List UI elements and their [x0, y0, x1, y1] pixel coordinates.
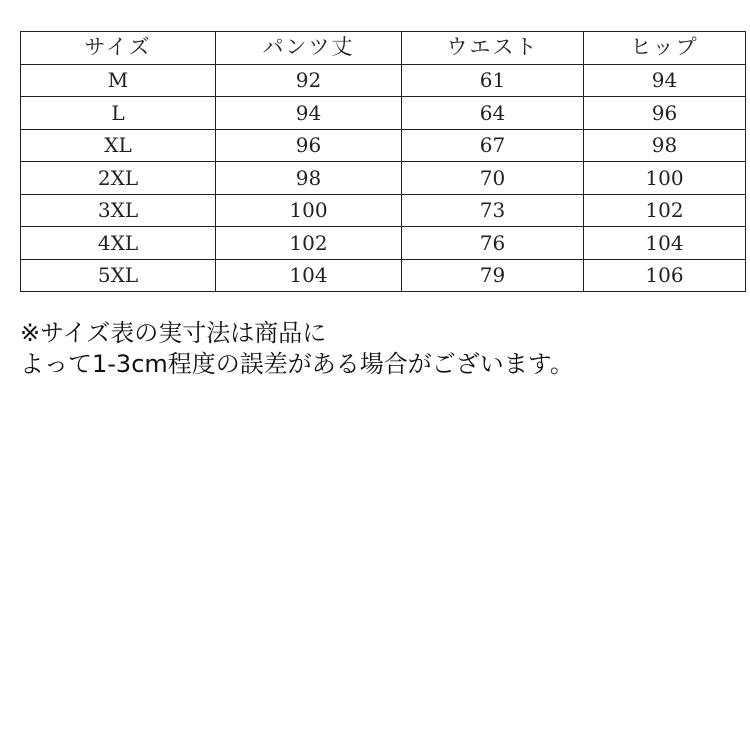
cell-size: L	[21, 97, 216, 130]
cell-hip: 94	[584, 64, 746, 97]
header-size: サイズ	[21, 32, 216, 65]
cell-size: 3XL	[21, 194, 216, 227]
cell-hip: 100	[584, 162, 746, 195]
cell-pants-length: 100	[216, 194, 402, 227]
cell-waist: 61	[402, 64, 584, 97]
table-row	[21, 64, 746, 97]
table-row	[21, 162, 746, 195]
cell-pants-length: 96	[216, 129, 402, 162]
cell-size: M	[21, 64, 216, 97]
table-row	[21, 194, 746, 227]
cell-size: 2XL	[21, 162, 216, 195]
cell-waist: 70	[402, 162, 584, 195]
size-disclaimer-note	[20, 318, 740, 380]
cell-hip: 102	[584, 194, 746, 227]
cell-size: XL	[21, 129, 216, 162]
header-hip: ヒップ	[584, 32, 746, 65]
table-row	[21, 259, 746, 292]
header-pants-length: パンツ丈	[216, 32, 402, 65]
table-row	[21, 97, 746, 130]
table-row	[21, 129, 746, 162]
note-line-1: ※サイズ表の実寸法は商品に	[20, 319, 327, 347]
note-line-2: よって1-3cm程度の誤差がある場合がございます。	[20, 350, 574, 378]
table-row	[21, 227, 746, 260]
cell-pants-length: 102	[216, 227, 402, 260]
cell-hip: 104	[584, 227, 746, 260]
table-header-row	[21, 32, 746, 65]
cell-pants-length: 92	[216, 64, 402, 97]
cell-size: 5XL	[21, 259, 216, 292]
cell-waist: 64	[402, 97, 584, 130]
cell-pants-length: 98	[216, 162, 402, 195]
cell-hip: 96	[584, 97, 746, 130]
cell-hip: 98	[584, 129, 746, 162]
cell-pants-length: 94	[216, 97, 402, 130]
cell-hip: 106	[584, 259, 746, 292]
cell-waist: 76	[402, 227, 584, 260]
cell-waist: 67	[402, 129, 584, 162]
cell-size: 4XL	[21, 227, 216, 260]
cell-waist: 79	[402, 259, 584, 292]
size-table	[20, 31, 746, 292]
cell-pants-length: 104	[216, 259, 402, 292]
header-waist: ウエスト	[402, 32, 584, 65]
cell-waist: 73	[402, 194, 584, 227]
